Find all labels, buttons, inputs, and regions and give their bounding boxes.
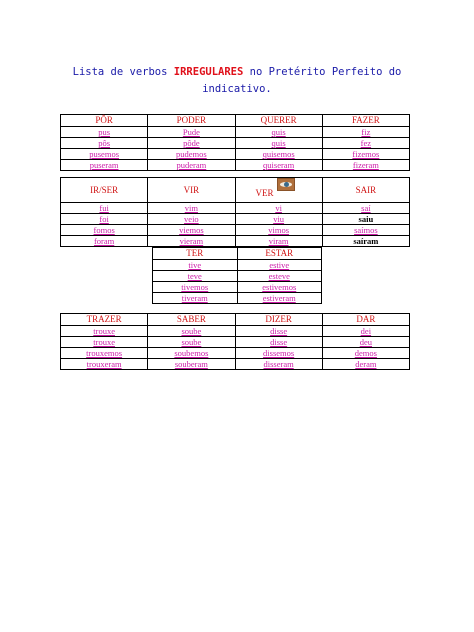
verbs-table-2 — [60, 177, 410, 247]
table-cell: quisemos — [235, 149, 322, 160]
table-cell: pusemos — [61, 149, 148, 160]
header-por: PÔR — [61, 115, 148, 127]
table-cell: demos — [322, 348, 409, 359]
title-highlight: IRREGULARES — [173, 66, 244, 78]
table-row — [61, 236, 410, 247]
table-header-row — [61, 115, 410, 127]
table-row — [61, 203, 410, 214]
table-cell: puderam — [148, 160, 235, 171]
table-row — [153, 260, 322, 271]
table-cell: estiveram — [237, 293, 322, 304]
table-cell: tiveram — [153, 293, 238, 304]
table-row — [61, 225, 410, 236]
header-ver — [235, 178, 322, 203]
table-cell: pudemos — [148, 149, 235, 160]
table-cell: disseram — [235, 359, 322, 370]
header-ver-label: VER — [255, 188, 274, 198]
header-ter: TER — [153, 248, 238, 260]
table-cell: vieram — [148, 236, 235, 247]
table-row — [61, 326, 410, 337]
table-cell: foram — [61, 236, 148, 247]
table-cell: deram — [322, 359, 409, 370]
header-saber: SABER — [148, 314, 235, 326]
title-suffix: no Pretérito Perfeito do — [243, 66, 402, 78]
table-cell: fez — [322, 138, 409, 149]
table-cell: souberam — [148, 359, 235, 370]
table-cell: veio — [148, 214, 235, 225]
table-header-row — [153, 248, 322, 260]
header-trazer: TRAZER — [61, 314, 148, 326]
table-cell: fui — [61, 203, 148, 214]
table-cell: vi — [235, 203, 322, 214]
table-cell: saímos — [322, 225, 409, 236]
eye-icon — [277, 178, 295, 191]
table-cell: teve — [153, 271, 238, 282]
table-cell: saí — [322, 203, 409, 214]
verbs-table-1 — [60, 114, 410, 171]
table-cell: trouxemos — [61, 348, 148, 359]
title-prefix: Lista de verbos — [72, 66, 174, 78]
page-title — [40, 64, 434, 98]
table-cell: vim — [148, 203, 235, 214]
table-header-row — [61, 178, 410, 203]
table-cell: pus — [61, 127, 148, 138]
table-cell: soubemos — [148, 348, 235, 359]
header-dizer: DIZER — [235, 314, 322, 326]
table-cell: fiz — [322, 127, 409, 138]
table-cell: dei — [322, 326, 409, 337]
header-dar: DAR — [322, 314, 409, 326]
table-row — [153, 293, 322, 304]
table-cell: viemos — [148, 225, 235, 236]
table-cell: fizemos — [322, 149, 409, 160]
table-cell: quis — [235, 127, 322, 138]
table-row — [153, 271, 322, 282]
table-cell: viram — [235, 236, 322, 247]
table-row — [61, 337, 410, 348]
table-cell: disse — [235, 337, 322, 348]
table-cell: pôs — [61, 138, 148, 149]
table-cell: saiu — [322, 214, 409, 225]
header-fazer: FAZER — [322, 115, 409, 127]
table-cell: quiseram — [235, 160, 322, 171]
table-row — [61, 149, 410, 160]
table-row — [153, 282, 322, 293]
table-cell: vimos — [235, 225, 322, 236]
table-header-row — [61, 314, 410, 326]
table-cell: foi — [61, 214, 148, 225]
table-cell: disse — [235, 326, 322, 337]
table-cell: quis — [235, 138, 322, 149]
table-cell: viu — [235, 214, 322, 225]
verbs-table-4 — [60, 313, 410, 370]
header-estar: ESTAR — [237, 248, 322, 260]
table-row — [61, 348, 410, 359]
table-cell: trouxeram — [61, 359, 148, 370]
table-cell: soube — [148, 337, 235, 348]
header-querer: QUERER — [235, 115, 322, 127]
table-cell: puseram — [61, 160, 148, 171]
table-cell: deu — [322, 337, 409, 348]
title-line2: indicativo. — [202, 83, 272, 95]
table-cell: dissemos — [235, 348, 322, 359]
table-cell: trouxe — [61, 326, 148, 337]
table-row — [61, 359, 410, 370]
table-row — [61, 214, 410, 225]
header-vir: VIR — [148, 178, 235, 203]
table-cell: esteve — [237, 271, 322, 282]
table-row — [61, 160, 410, 171]
table-cell: trouxe — [61, 337, 148, 348]
table-cell: fizeram — [322, 160, 409, 171]
table-cell: fomos — [61, 225, 148, 236]
table-cell: tive — [153, 260, 238, 271]
table-cell: estivemos — [237, 282, 322, 293]
table-cell: pôde — [148, 138, 235, 149]
table-cell: tivemos — [153, 282, 238, 293]
header-poder: PODER — [148, 115, 235, 127]
table-row — [61, 138, 410, 149]
verbs-table-3 — [152, 247, 322, 304]
table-cell: Pude — [148, 127, 235, 138]
table-row — [61, 127, 410, 138]
table-cell: estive — [237, 260, 322, 271]
header-ir-ser: IR/SER — [61, 178, 148, 203]
table-cell: saíram — [322, 236, 409, 247]
header-sair: SAIR — [322, 178, 409, 203]
table-cell: soube — [148, 326, 235, 337]
